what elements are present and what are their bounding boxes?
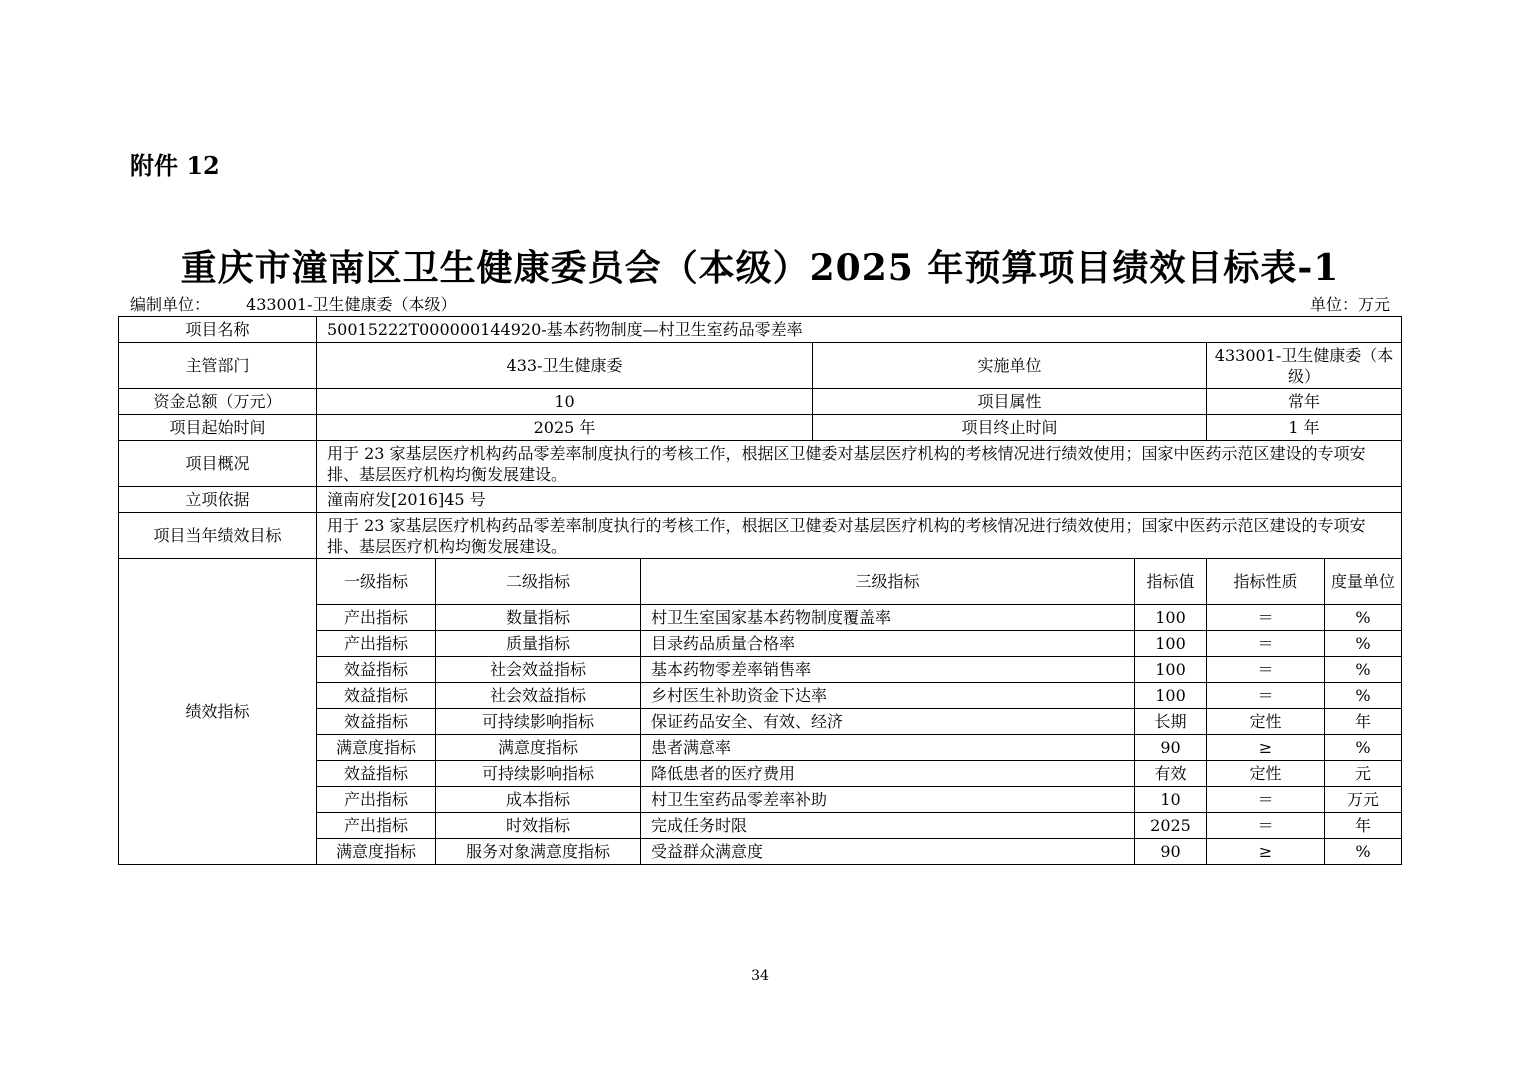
header-nature: 指标性质: [1207, 559, 1325, 605]
row-overview: [119, 441, 1402, 487]
value-cell: 长期: [1135, 709, 1207, 735]
level3-cell: 基本药物零差率销售率: [641, 657, 1135, 683]
end-label: 项目终止时间: [813, 415, 1207, 441]
level2-cell: 可持续影响指标: [436, 709, 641, 735]
compile-unit: [130, 292, 457, 315]
header-unit: 度量单位: [1325, 559, 1402, 605]
level2-cell: 服务对象满意度指标: [436, 839, 641, 865]
level3-cell: 降低患者的医疗费用: [641, 761, 1135, 787]
level2-cell: 满意度指标: [436, 735, 641, 761]
value-cell: 100: [1135, 631, 1207, 657]
row-basis: [119, 487, 1402, 513]
value-cell: 90: [1135, 839, 1207, 865]
nature-cell: ＝: [1207, 605, 1325, 631]
level1-cell: 满意度指标: [317, 839, 436, 865]
currency-unit: 单位：万元: [1309, 295, 1390, 314]
row-project-name: [119, 317, 1402, 343]
overview-label: 项目概况: [119, 441, 317, 487]
level1-cell: 产出指标: [317, 605, 436, 631]
row-funds: [119, 389, 1402, 415]
nature-cell: ＝: [1207, 657, 1325, 683]
level3-cell: 保证药品安全、有效、经济: [641, 709, 1135, 735]
unit-cell: 万元: [1325, 787, 1402, 813]
dept-label: 主管部门: [119, 343, 317, 389]
impl-label: 实施单位: [813, 343, 1207, 389]
goal-label: 项目当年绩效目标: [119, 513, 317, 559]
project-name-label: 项目名称: [119, 317, 317, 343]
nature-cell: ＝: [1207, 787, 1325, 813]
unit-cell: %: [1325, 657, 1402, 683]
indicators-label: 绩效指标: [119, 559, 317, 865]
level1-cell: 效益指标: [317, 709, 436, 735]
goal-value: 用于 23 家基层医疗机构药品零差率制度执行的考核工作，根据区卫健委对基层医疗机构的考核情况进行绩效使用；国家中医药示范区建设的专项安排、基层医疗机构均衡发展建设。: [317, 513, 1402, 559]
nature-cell: 定性: [1207, 709, 1325, 735]
unit-cell: %: [1325, 605, 1402, 631]
level1-cell: 效益指标: [317, 657, 436, 683]
impl-value: 433001-卫生健康委（本级）: [1207, 343, 1402, 389]
level3-cell: 村卫生室药品零差率补助: [641, 787, 1135, 813]
page-title: 重庆市潼南区卫生健康委员会（本级）2025 年预算项目绩效目标表-1: [180, 247, 1340, 289]
nature-cell: ＝: [1207, 631, 1325, 657]
unit-cell: %: [1325, 839, 1402, 865]
level1-cell: 满意度指标: [317, 735, 436, 761]
nature-cell: ≥: [1207, 735, 1325, 761]
level2-cell: 成本指标: [436, 787, 641, 813]
header-level1: 一级指标: [317, 559, 436, 605]
unit-cell: 年: [1325, 813, 1402, 839]
unit-cell: %: [1325, 631, 1402, 657]
value-cell: 2025: [1135, 813, 1207, 839]
level2-cell: 社会效益指标: [436, 683, 641, 709]
header-level2: 二级指标: [436, 559, 641, 605]
project-name-value: 50015222T000000144920-基本药物制度—村卫生室药品零差率: [317, 317, 1402, 343]
value-cell: 100: [1135, 657, 1207, 683]
basis-label: 立项依据: [119, 487, 317, 513]
unit-cell: %: [1325, 683, 1402, 709]
level1-cell: 产出指标: [317, 813, 436, 839]
level1-cell: 产出指标: [317, 631, 436, 657]
level3-cell: 乡村医生补助资金下达率: [641, 683, 1135, 709]
nature-cell: ＝: [1207, 813, 1325, 839]
header-level3: 三级指标: [641, 559, 1135, 605]
level2-cell: 质量指标: [436, 631, 641, 657]
attr-label: 项目属性: [813, 389, 1207, 415]
nature-cell: ≥: [1207, 839, 1325, 865]
funds-label: 资金总额（万元）: [119, 389, 317, 415]
start-value: 2025 年: [317, 415, 813, 441]
meta-row: [130, 292, 1390, 314]
row-time: [119, 415, 1402, 441]
level2-cell: 可持续影响指标: [436, 761, 641, 787]
level3-cell: 患者满意率: [641, 735, 1135, 761]
funds-value: 10: [317, 389, 813, 415]
page-number: 34: [751, 968, 769, 984]
value-cell: 90: [1135, 735, 1207, 761]
level2-cell: 数量指标: [436, 605, 641, 631]
level1-cell: 效益指标: [317, 683, 436, 709]
level2-cell: 社会效益指标: [436, 657, 641, 683]
level2-cell: 时效指标: [436, 813, 641, 839]
attachment-label: 附件 12: [130, 151, 220, 180]
row-goal: [119, 513, 1402, 559]
start-label: 项目起始时间: [119, 415, 317, 441]
performance-table: [118, 316, 1402, 865]
row-dept: [119, 343, 1402, 389]
level3-cell: 村卫生室国家基本药物制度覆盖率: [641, 605, 1135, 631]
indicator-header-row: [119, 559, 1402, 605]
unit-cell: 年: [1325, 709, 1402, 735]
attr-value: 常年: [1207, 389, 1402, 415]
compile-unit-value: 433001-卫生健康委（本级）: [246, 295, 457, 314]
level1-cell: 产出指标: [317, 787, 436, 813]
header-value: 指标值: [1135, 559, 1207, 605]
level3-cell: 目录药品质量合格率: [641, 631, 1135, 657]
value-cell: 100: [1135, 683, 1207, 709]
value-cell: 10: [1135, 787, 1207, 813]
level3-cell: 受益群众满意度: [641, 839, 1135, 865]
level1-cell: 效益指标: [317, 761, 436, 787]
value-cell: 有效: [1135, 761, 1207, 787]
overview-value: 用于 23 家基层医疗机构药品零差率制度执行的考核工作，根据区卫健委对基层医疗机构的考核情况进行绩效使用；国家中医药示范区建设的专项安排、基层医疗机构均衡发展建设。: [317, 441, 1402, 487]
nature-cell: 定性: [1207, 761, 1325, 787]
nature-cell: ＝: [1207, 683, 1325, 709]
basis-value: 潼南府发[2016]45 号: [317, 487, 1402, 513]
unit-cell: 元: [1325, 761, 1402, 787]
end-value: 1 年: [1207, 415, 1402, 441]
compile-unit-label: 编制单位：: [130, 295, 211, 314]
dept-value: 433-卫生健康委: [317, 343, 813, 389]
value-cell: 100: [1135, 605, 1207, 631]
level3-cell: 完成任务时限: [641, 813, 1135, 839]
unit-cell: %: [1325, 735, 1402, 761]
